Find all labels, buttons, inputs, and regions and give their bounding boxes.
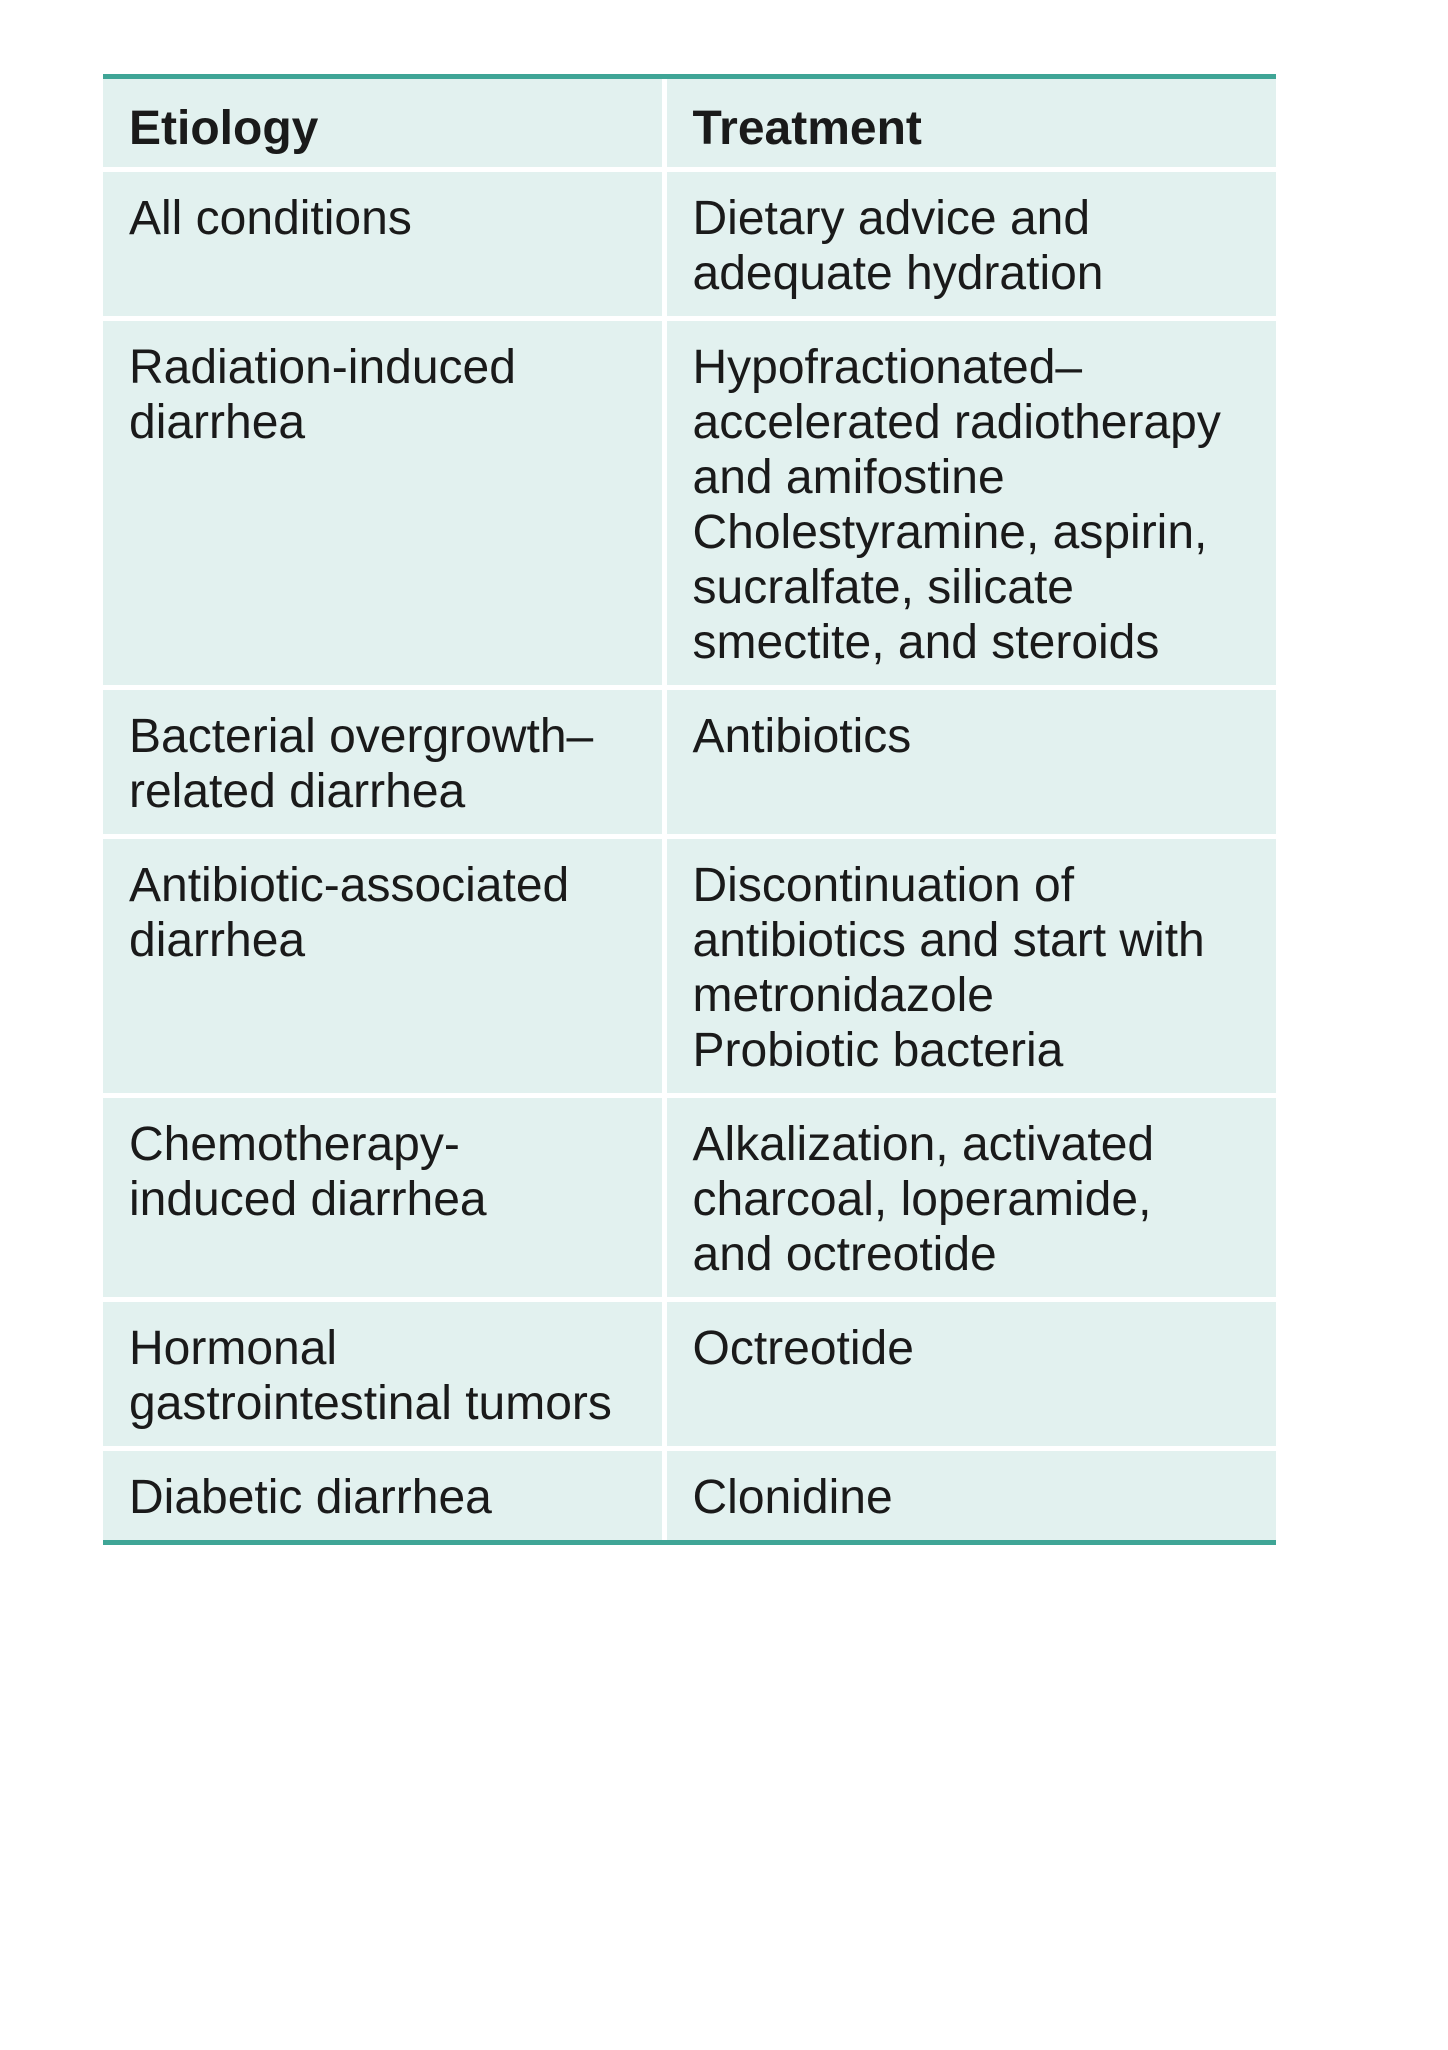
treatment-line: adequate hydration bbox=[692, 247, 1104, 300]
table-row bbox=[103, 1096, 1276, 1300]
etiology-line: related diarrhea bbox=[129, 765, 466, 818]
table-row bbox=[103, 837, 1276, 1096]
treatment-line: Cholestyramine, aspirin, bbox=[692, 506, 1208, 559]
table-body bbox=[103, 170, 1276, 1541]
header-etiology: Etiology bbox=[103, 79, 664, 170]
etiology-cell bbox=[103, 1300, 664, 1449]
etiology-line: Chemotherapy- bbox=[129, 1118, 460, 1171]
treatment-line: Probiotic bacteria bbox=[692, 1024, 1064, 1077]
etiology-cell bbox=[103, 319, 664, 688]
treatment-line: Octreotide bbox=[692, 1322, 914, 1375]
etiology-cell bbox=[103, 1096, 664, 1300]
treatment-line: sucralfate, silicate bbox=[692, 561, 1074, 614]
treatment-line: and amifostine bbox=[692, 451, 1005, 504]
treatment-cell bbox=[664, 1096, 1276, 1300]
header-treatment: Treatment bbox=[664, 79, 1276, 170]
table-row bbox=[103, 1300, 1276, 1449]
table-row bbox=[103, 319, 1276, 688]
etiology-line: Hormonal bbox=[129, 1322, 338, 1375]
treatment-cell bbox=[664, 170, 1276, 319]
treatment-line: Alkalization, activated bbox=[692, 1118, 1155, 1171]
table-row bbox=[103, 1449, 1276, 1541]
etiology-line: All conditions bbox=[129, 192, 412, 245]
etiology-line: Radiation-induced bbox=[129, 341, 516, 394]
treatment-line: Antibiotics bbox=[692, 710, 912, 763]
treatment-cell bbox=[664, 1449, 1276, 1541]
etiology-line: Bacterial overgrowth– bbox=[129, 710, 594, 763]
etiology-cell bbox=[103, 1449, 664, 1541]
treatment-line: Discontinuation of bbox=[692, 859, 1075, 912]
header-row bbox=[103, 79, 1276, 170]
etiology-line: induced diarrhea bbox=[129, 1173, 487, 1226]
treatment-line: antibiotics and start with bbox=[692, 914, 1205, 967]
treatment-cell bbox=[664, 688, 1276, 837]
treatment-line: metronidazole bbox=[692, 969, 994, 1022]
treatment-line: smectite, and steroids bbox=[692, 616, 1160, 669]
treatment-line: and octreotide bbox=[692, 1228, 997, 1281]
etiology-line: Diabetic diarrhea bbox=[129, 1471, 492, 1524]
treatment-line: Dietary advice and bbox=[692, 192, 1091, 245]
treatment-line: Clonidine bbox=[692, 1471, 893, 1524]
etiology-cell bbox=[103, 170, 664, 319]
etiology-line: diarrhea bbox=[129, 914, 306, 967]
treatment-line: charcoal, loperamide, bbox=[692, 1173, 1152, 1226]
treatment-cell bbox=[664, 319, 1276, 688]
etiology-line: Antibiotic-associated bbox=[129, 859, 570, 912]
treatment-cell bbox=[664, 837, 1276, 1096]
etiology-treatment-table bbox=[103, 79, 1276, 1540]
treatment-line: Hypofractionated– bbox=[692, 341, 1083, 394]
table-row bbox=[103, 170, 1276, 319]
treatment-cell bbox=[664, 1300, 1276, 1449]
etiology-cell bbox=[103, 837, 664, 1096]
etiology-cell bbox=[103, 688, 664, 837]
table-row bbox=[103, 688, 1276, 837]
etiology-line: gastrointestinal tumors bbox=[129, 1377, 612, 1430]
treatment-line: accelerated radiotherapy bbox=[692, 396, 1221, 449]
etiology-line: diarrhea bbox=[129, 396, 306, 449]
treatment-table bbox=[103, 74, 1276, 1545]
